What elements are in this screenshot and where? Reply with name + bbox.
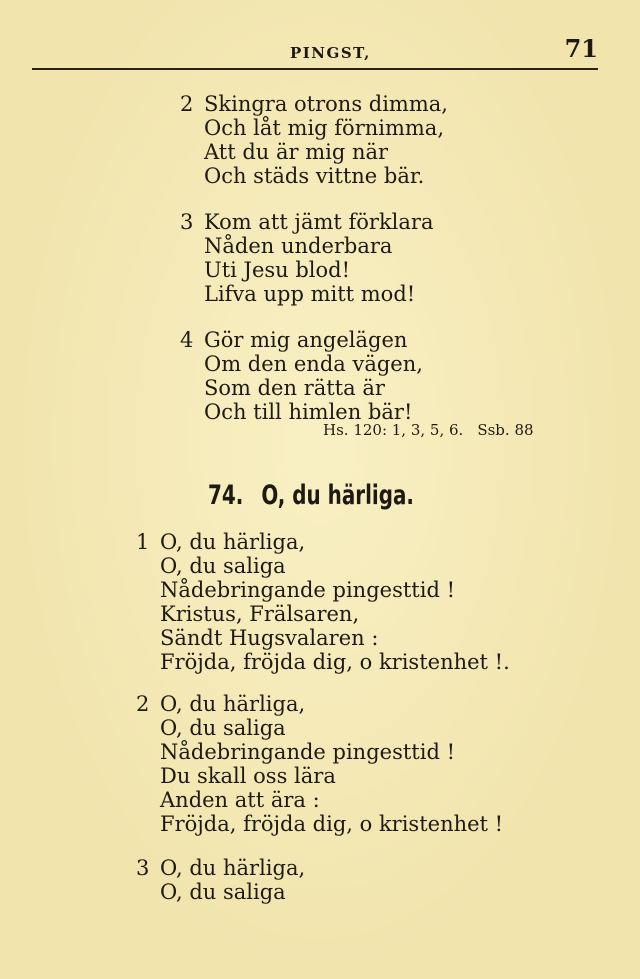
stanza-74-2 bbox=[136, 692, 556, 836]
stanza-lines bbox=[204, 92, 448, 188]
stanza-number: 2 bbox=[136, 692, 150, 716]
verse-line: Som den rätta är bbox=[204, 376, 385, 400]
verse-line: Kom att jämt förklara bbox=[204, 210, 434, 234]
verse-line: Och låt mig förnimma, bbox=[204, 116, 444, 140]
hymn-title bbox=[208, 480, 414, 511]
verse-line: Anden att ära : bbox=[160, 788, 320, 812]
stanza-74-1 bbox=[136, 530, 556, 674]
stanza-lines bbox=[204, 328, 423, 424]
verse-line: O, du härliga, bbox=[160, 530, 306, 554]
verse-line: O, du saliga bbox=[160, 554, 286, 578]
stanza-number: 1 bbox=[136, 530, 150, 554]
verse-line: O, du härliga, bbox=[160, 856, 306, 880]
verse-line: Och till himlen bär! bbox=[204, 400, 413, 424]
verse-line: Om den enda vägen, bbox=[204, 352, 423, 376]
stanza-number: 4 bbox=[180, 328, 194, 352]
verse-line: Fröjda, fröjda dig, o kristenhet !. bbox=[160, 650, 510, 674]
stanza-lines bbox=[204, 210, 433, 306]
stanza-73-2 bbox=[180, 92, 500, 188]
hymn-name: O, du härliga. bbox=[261, 480, 414, 511]
verse-line: Gör mig angelägen bbox=[204, 328, 408, 352]
verse-line: Lifva upp mitt mod! bbox=[204, 282, 416, 306]
verse-line: Skingra otrons dimma, bbox=[204, 92, 448, 116]
verse-line: O, du saliga bbox=[160, 880, 286, 904]
verse-line: Att du är mig när bbox=[204, 140, 389, 164]
verse-line: O, du saliga bbox=[160, 716, 286, 740]
verse-line: Nådebringande pingesttid ! bbox=[160, 740, 456, 764]
stanza-lines bbox=[160, 530, 510, 674]
hymn-number: 74. bbox=[208, 480, 244, 511]
verse-line: O, du härliga, bbox=[160, 692, 306, 716]
stanza-number: 2 bbox=[180, 92, 194, 116]
running-head: PINGST, bbox=[290, 44, 371, 62]
hymnal-reference-hs: Hs. 120: 1, 3, 5, 6. bbox=[323, 421, 464, 439]
verse-line: Och städs vittne bär. bbox=[204, 164, 425, 188]
stanza-74-3 bbox=[136, 856, 556, 904]
verse-line: Nådebringande pingesttid ! bbox=[160, 578, 456, 602]
page-number: 71 bbox=[564, 34, 598, 63]
verse-line: Uti Jesu blod! bbox=[204, 258, 351, 282]
hymnal-reference-ssb: Ssb. 88 bbox=[477, 421, 534, 439]
stanza-73-4 bbox=[180, 328, 500, 424]
verse-line: Fröjda, fröjda dig, o kristenhet ! bbox=[160, 812, 504, 836]
header-rule bbox=[32, 68, 598, 70]
verse-line: Du skall oss lära bbox=[160, 764, 336, 788]
stanza-lines bbox=[160, 692, 503, 836]
hymn-reference bbox=[323, 421, 534, 439]
verse-line: Sändt Hugsvalaren : bbox=[160, 626, 379, 650]
stanza-number: 3 bbox=[180, 210, 194, 234]
verse-line: Nåden underbara bbox=[204, 234, 393, 258]
stanza-73-3 bbox=[180, 210, 500, 306]
stanza-lines bbox=[160, 856, 305, 904]
verse-line: Kristus, Frälsaren, bbox=[160, 602, 360, 626]
stanza-number: 3 bbox=[136, 856, 150, 880]
